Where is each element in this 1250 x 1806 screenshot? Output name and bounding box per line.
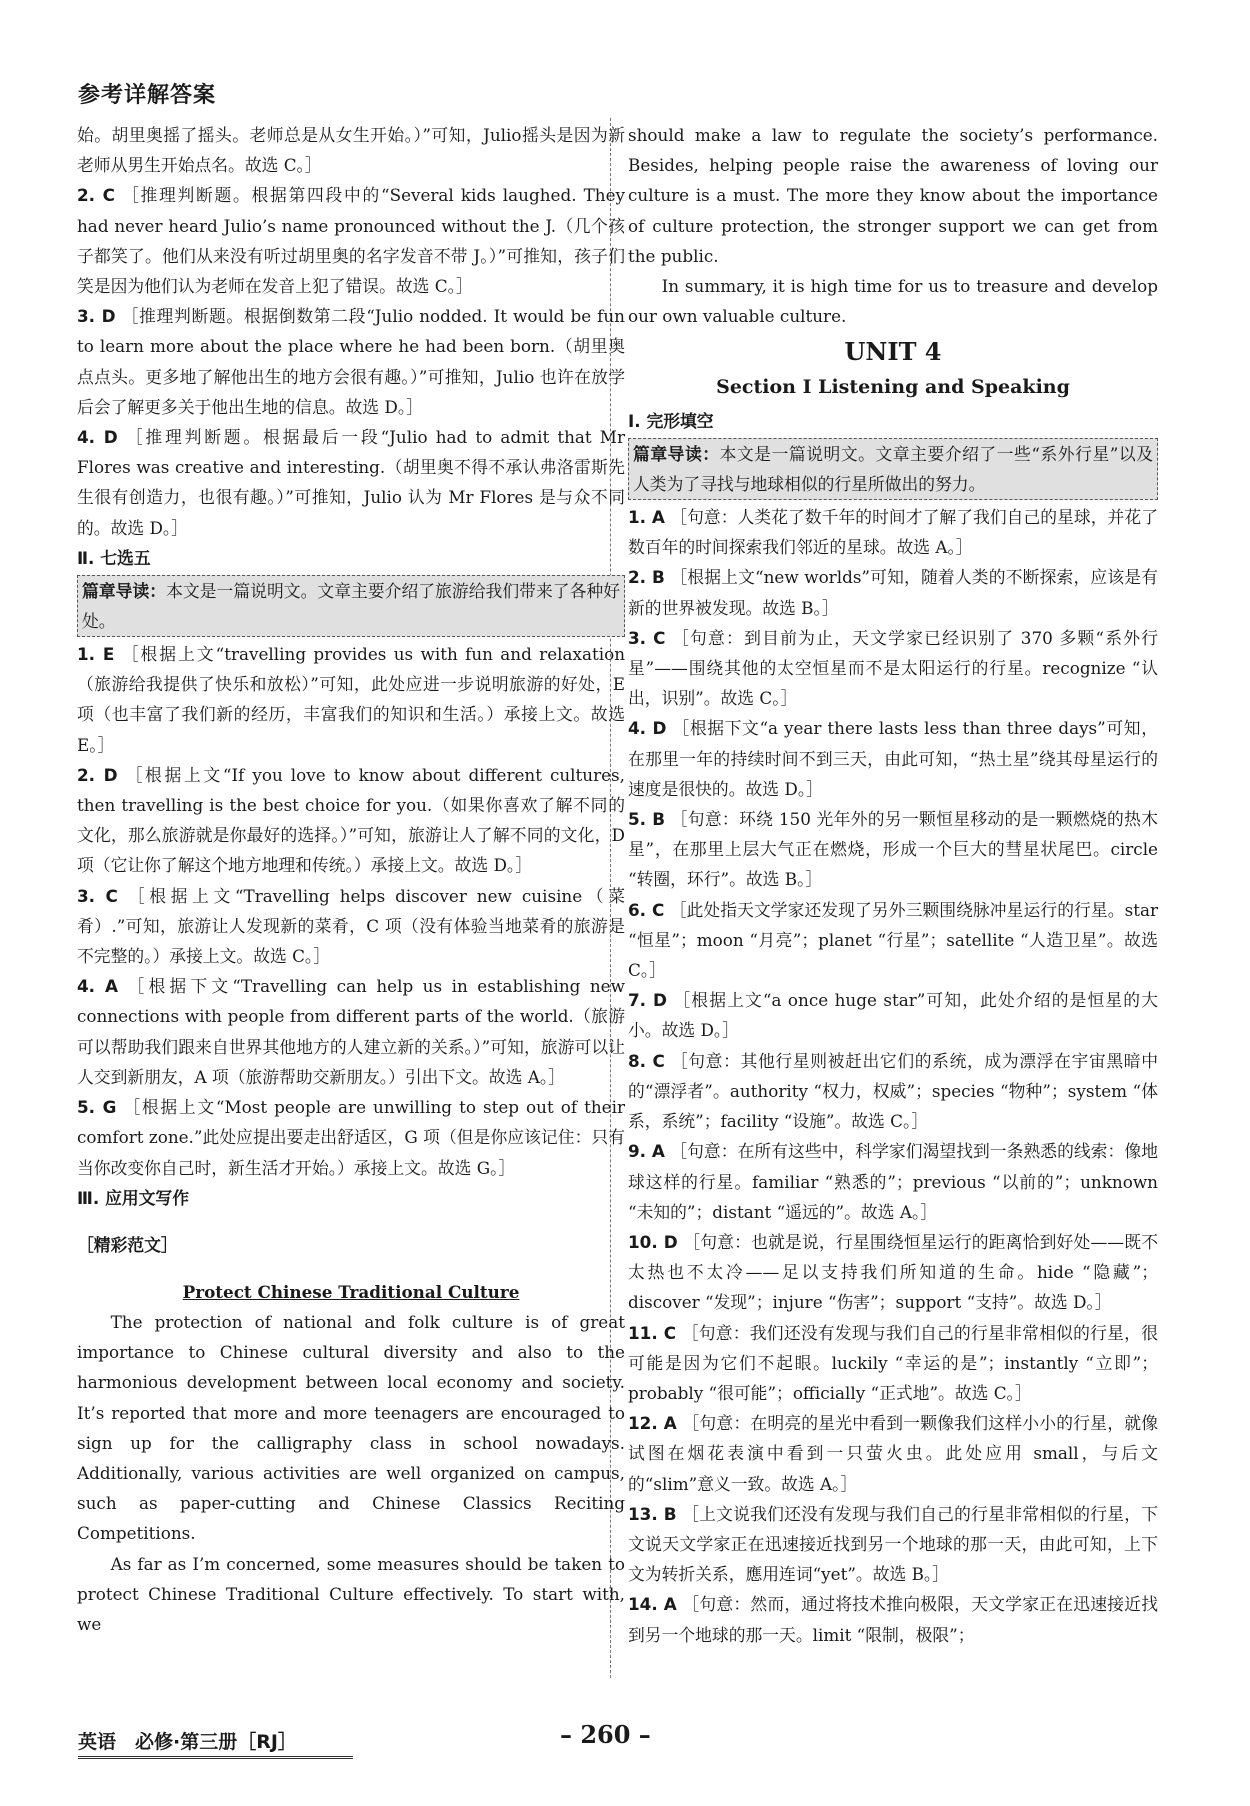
answer-item: 12. A ［句意：在明亮的星光中看到一颗像我们这样小小的行星，就像试图在烟花表演中看到一只萤火虫。此处应用 small，与后文的“slim”意义一致。故选 A。］ bbox=[628, 1413, 1158, 1494]
answer-item: 3. D ［推理判断题。根据倒数第二段“Julio nodded. It would be fun to learn more about the place where he had been born.（胡里奥点点头。更多地了解他出生的地方会很有趣。）”可推知，Julio 也许在放学后会了解更多关于他出生地的信息。故选 D。］ bbox=[77, 306, 625, 417]
section-heading-cloze: Ⅰ. 完形填空 bbox=[628, 410, 714, 431]
answer-item: 8. C ［句意：其他行星则被赶出它们的系统，成为漂浮在宇宙黑暗中的“漂浮者”。authority “权力，权威”；species “物种”；system “体系，系统”；facility “设施”。故选 C。］ bbox=[628, 1050, 1158, 1132]
answer-item: 10. D ［句意：也就是说，行星围绕恒星运行的距离恰到好处——既不太热也不太冷——足以支持我们所知道的生命。hide “隐藏”；discover “发现”；injure “伤害”；support “支持”。故选 D。］ bbox=[628, 1231, 1159, 1313]
unit-title: UNIT 4 bbox=[844, 337, 942, 367]
essay-continuation: should make a law to regulate the society’s performance. Besides, helping people raise the awareness of loving our culture is a must. The more they know about the importance of culture protection, the stronger support we can get from the public. bbox=[628, 125, 1158, 266]
answer-list-reading bbox=[77, 180, 625, 542]
right-column bbox=[628, 120, 1158, 1650]
footer-book-title: 英语 必修·第三册［RJ］ bbox=[78, 1731, 297, 1753]
answer-item: 5. B ［句意：环绕 150 光年外的另一颗恒星移动的是一颗燃烧的热木星”，在那里上层大气正在燃烧，形成一个巨大的彗星状尾巴。circle “转圈，环行”。故选 B。］ bbox=[628, 809, 1159, 890]
section-title: Section Ⅰ Listening and Speaking bbox=[716, 375, 1070, 398]
answer-item: 2. B ［根据上文“new worlds”可知，随着人类的不断探索，应该是有新的世界被发现。故选 B。］ bbox=[628, 567, 1158, 618]
page-header-title: 参考详解答案 bbox=[78, 83, 217, 108]
answer-item: 3. C ［句意：到目前为止，天文学家已经识别了 370 多颗“系外行星”——围绕其他的太空恒星而不是太阳运行的行星。recognize “认出，识别”。故选 C。］ bbox=[628, 627, 1159, 709]
left-intro: 始。胡里奥摇了摇头。老师总是从女生开始。）”可知，Julio摇头是因为新老师从男生开始点名。故选 C。］ bbox=[77, 125, 625, 176]
section-heading-writing: Ⅲ. 应用文写作 bbox=[77, 1187, 189, 1208]
answer-item: 5. G ［根据上文“Most people are unwilling to step out of their comfort zone.”此处应提出要走出舒适区，G 项（但是你应该记住：只有当你改变你自己时，新生活才开始。）承接上文。故选 G。］ bbox=[77, 1097, 625, 1178]
answer-item: 2. C ［推理判断题。根据第四段中的“Several kids laughed. They had never heard Julio’s name pronounced without the J.（几个孩子都笑了。他们从来没有听过胡里奥的名字发音不带 J。）”可推知，孩子们笑是因为他们认为老师在发音上犯了错误。故选 C。］ bbox=[77, 185, 625, 297]
footer-rule bbox=[78, 1756, 353, 1759]
answer-item: 3. C ［根据上文“Travelling helps discover new cuisine（菜肴）.”可知，旅游让人发现新的菜肴，C 项（没有体验当地菜肴的旅游是不完整的。）承接上文。故选 C。］ bbox=[77, 885, 626, 967]
chapter-guide-box: 篇章导读：本文是一篇说明文。文章主要介绍了一些“系外行星”以及人类为了寻找与地球相似的行星所做出的努力。 bbox=[628, 438, 1158, 500]
left-column bbox=[77, 120, 625, 1639]
answer-item: 14. A ［句意：然而，通过将技术推向极限，天文学家正在迅速接近找到另一个地球的那一天。limit “限制，极限”； bbox=[628, 1594, 1158, 1645]
answer-item: 11. C ［句意：我们还没有发现与我们自己的行星非常相似的行星，很可能是因为它们不起眼。luckily “幸运的是”；instantly “立即”；probably “很可能”；officially “正式地”。故选 C。］ bbox=[628, 1322, 1158, 1403]
answer-list-seven-choose-five bbox=[77, 639, 625, 1183]
answer-item: 4. D ［根据下文“a year there lasts less than three days”可知，在那里一年的持续时间不到三天，由此可知，“热土星”绕其母星运行的速度是很快的。故选 D。］ bbox=[628, 718, 1158, 799]
answer-item: 13. B ［上文说我们还没有发现与我们自己的行星非常相似的行星，下文说天文学家正在迅速接近找到另一个地球的那一天，由此可知，上下文为转折关系，應用连词“yet”。故选 B。］ bbox=[628, 1503, 1158, 1585]
model-essay-label: ［精彩范文］ bbox=[77, 1234, 178, 1255]
answer-item: 1. E ［根据上文“travelling provides us with fun and relaxation（旅游给我提供了快乐和放松）”可知，此处应进一步说明旅游的好处，E 项（也丰富了我们新的经历，丰富我们的知识和生活。）承接上文。故选 E。］ bbox=[77, 644, 625, 755]
answer-item: 9. A ［句意：在所有这些中，科学家们渴望找到一条熟悉的线索：像地球这样的行星。familiar “熟悉的”；previous “以前的”；unknown “未知的”；distant “遥远的”。故选 A。］ bbox=[628, 1141, 1158, 1222]
section-heading-seven-choose-five: Ⅱ. 七选五 bbox=[77, 547, 151, 568]
page-number: – 260 – bbox=[560, 1720, 651, 1749]
answer-list-cloze bbox=[628, 502, 1158, 1650]
essay-title: Protect Chinese Traditional Culture bbox=[182, 1281, 520, 1302]
essay-paragraph: As far as I’m concerned, some measures should be taken to protect Chinese Traditional Culture effectively. To start with, we bbox=[77, 1553, 625, 1634]
answer-item: 2. D ［根据上文“If you love to know about different cultures, then travelling is the best choice for you.（如果你喜欢了解不同的文化，那么旅游就是你最好的选择。）”可知，旅游让人了解不同的文化，D 项（它让你了解这个地方地理和传统。）承接上文。故选 D。］ bbox=[77, 764, 626, 876]
answer-item: 4. A ［根据下文“Travelling can help us in establishing new connections with people from different parts of the world.（旅游可以帮助我们跟来自世界其他地方的人建立新的关系。）”可知，旅游可以让人交到新朋友，A 项（旅游帮助交新朋友。）引出下文。故选 A。］ bbox=[77, 976, 625, 1087]
essay-paragraph: The protection of national and folk culture is of great importance to Chinese cultural diversity and also to the harmonious development between local economy and society. It’s reported that more and more teenagers are encouraged to sign up for the calligraphy class in school nowadays. Additionally, various activities are well organized on campus, such as paper-cutting and Chinese Classics Reciting Competitions. bbox=[77, 1311, 625, 1544]
answer-item: 4. D ［推理判断题。根据最后一段“Julio had to admit that Mr Flores was creative and interesting.（胡里奥不得不承认弗洛雷斯先生很有创造力，也很有趣。）”可推知，Julio 认为 Mr Flores 是与众不同的。故选 D。］ bbox=[77, 427, 625, 538]
answer-item: 7. D ［根据上文“a once huge star”可知，此处介绍的是恒星的大小。故选 D。］ bbox=[628, 990, 1158, 1041]
answer-item: 1. A ［句意：人类花了数千年的时间才了解了我们自己的星球，并花了数百年的时间探索我们邻近的星球。故选 A。］ bbox=[628, 507, 1158, 558]
answer-item: 6. C ［此处指天文学家还发现了另外三颗围绕脉冲星运行的行星。star “恒星”；moon “月亮”；planet “行星”；satellite “人造卫星”。故选 C。］ bbox=[628, 899, 1158, 981]
chapter-guide-box: 篇章导读：本文是一篇说明文。文章主要介绍了旅游给我们带来了各种好处。 bbox=[77, 575, 625, 637]
essay-summary: In summary, it is high time for us to treasure and develop our own valuable culture. bbox=[628, 276, 1158, 327]
